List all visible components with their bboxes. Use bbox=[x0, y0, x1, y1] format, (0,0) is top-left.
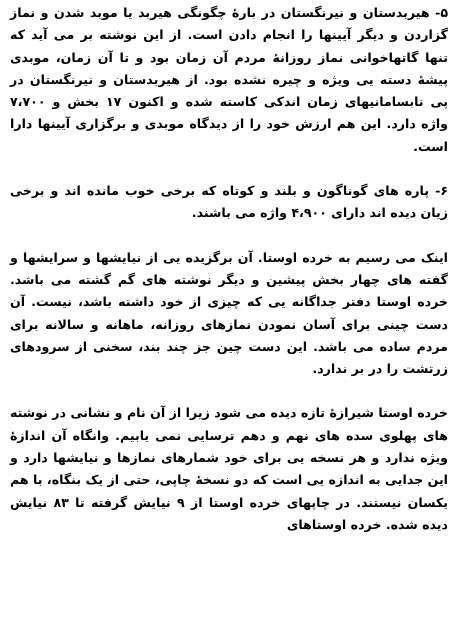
paragraph-fragments: ۶- پاره های گوناگون و بلند و کوتاه که برخی خوب مانده اند و برخی زیان دیده اند دارای ۴،۹۰۰ واژه می باشند. bbox=[10, 183, 448, 221]
paragraph-hirbadestan: ۵- هیربدستان و نیرنگستان در بارهٔ چگونگی هیربد یا موبد شدن و نماز گزاردن و دیگر آیینها را انجام دادن است. از این نوشته بر می آید که تنها گاتهاخوانی نماز روزانهٔ مردم آن زمان بود و تا آن زمان، موبدی پیشهٔ دسته یی ویژه و چیره نشده بود. از هیربدستان و نیرنگستان در پی نابسامانیهای زمان اندکی کاسته شده و اکنون ۱۷ بخش و ۷،۷۰۰ واژه دارد. این هم ارزش خود را از دیدگاه موبدی و برگزاری آیینها دارا است. bbox=[10, 5, 448, 154]
paragraph-khordeh-avesta-editions: خرده اوستا شیرازهٔ تازه دیده می شود زیرا از آن نام و نشانی در نوشته های پهلوی سده های نهم و دهم ترسایی نمی یابیم. وانگاه آن اندازهٔ ویژه ندارد و هر نسخه یی برای خود شمارهای نمازها و نیایشها دارد و این جدایی به اندازه یی است که دو نسخهٔ چاپی، حتی از یک بنگاه، با هم یکسان نیستند. در چاپهای خرده اوستا از ۹ نیایش گرفته تا ۸۳ نیایش دیده شده. خرده اوستاهای bbox=[10, 405, 448, 532]
paragraph-khordeh-avesta: اینک می رسیم به خرده اوستا. آن برگزیده یی از نیایشها و سرایشها و گفته های چهار بخش پیشین و دیگر نوشته های گم گشته می باشد. خرده اوستا دفتر جداگانه یی که چیزی از خود داشته باشد، نیست. آن دست چینی برای آسان نمودن نمازهای روزانه، ماهانه و سالانه برای مردم ساده می باشد. این دست چین جز چند بند، سخنی از سرودهای زرتشت را در بر ندارد. bbox=[10, 249, 448, 377]
